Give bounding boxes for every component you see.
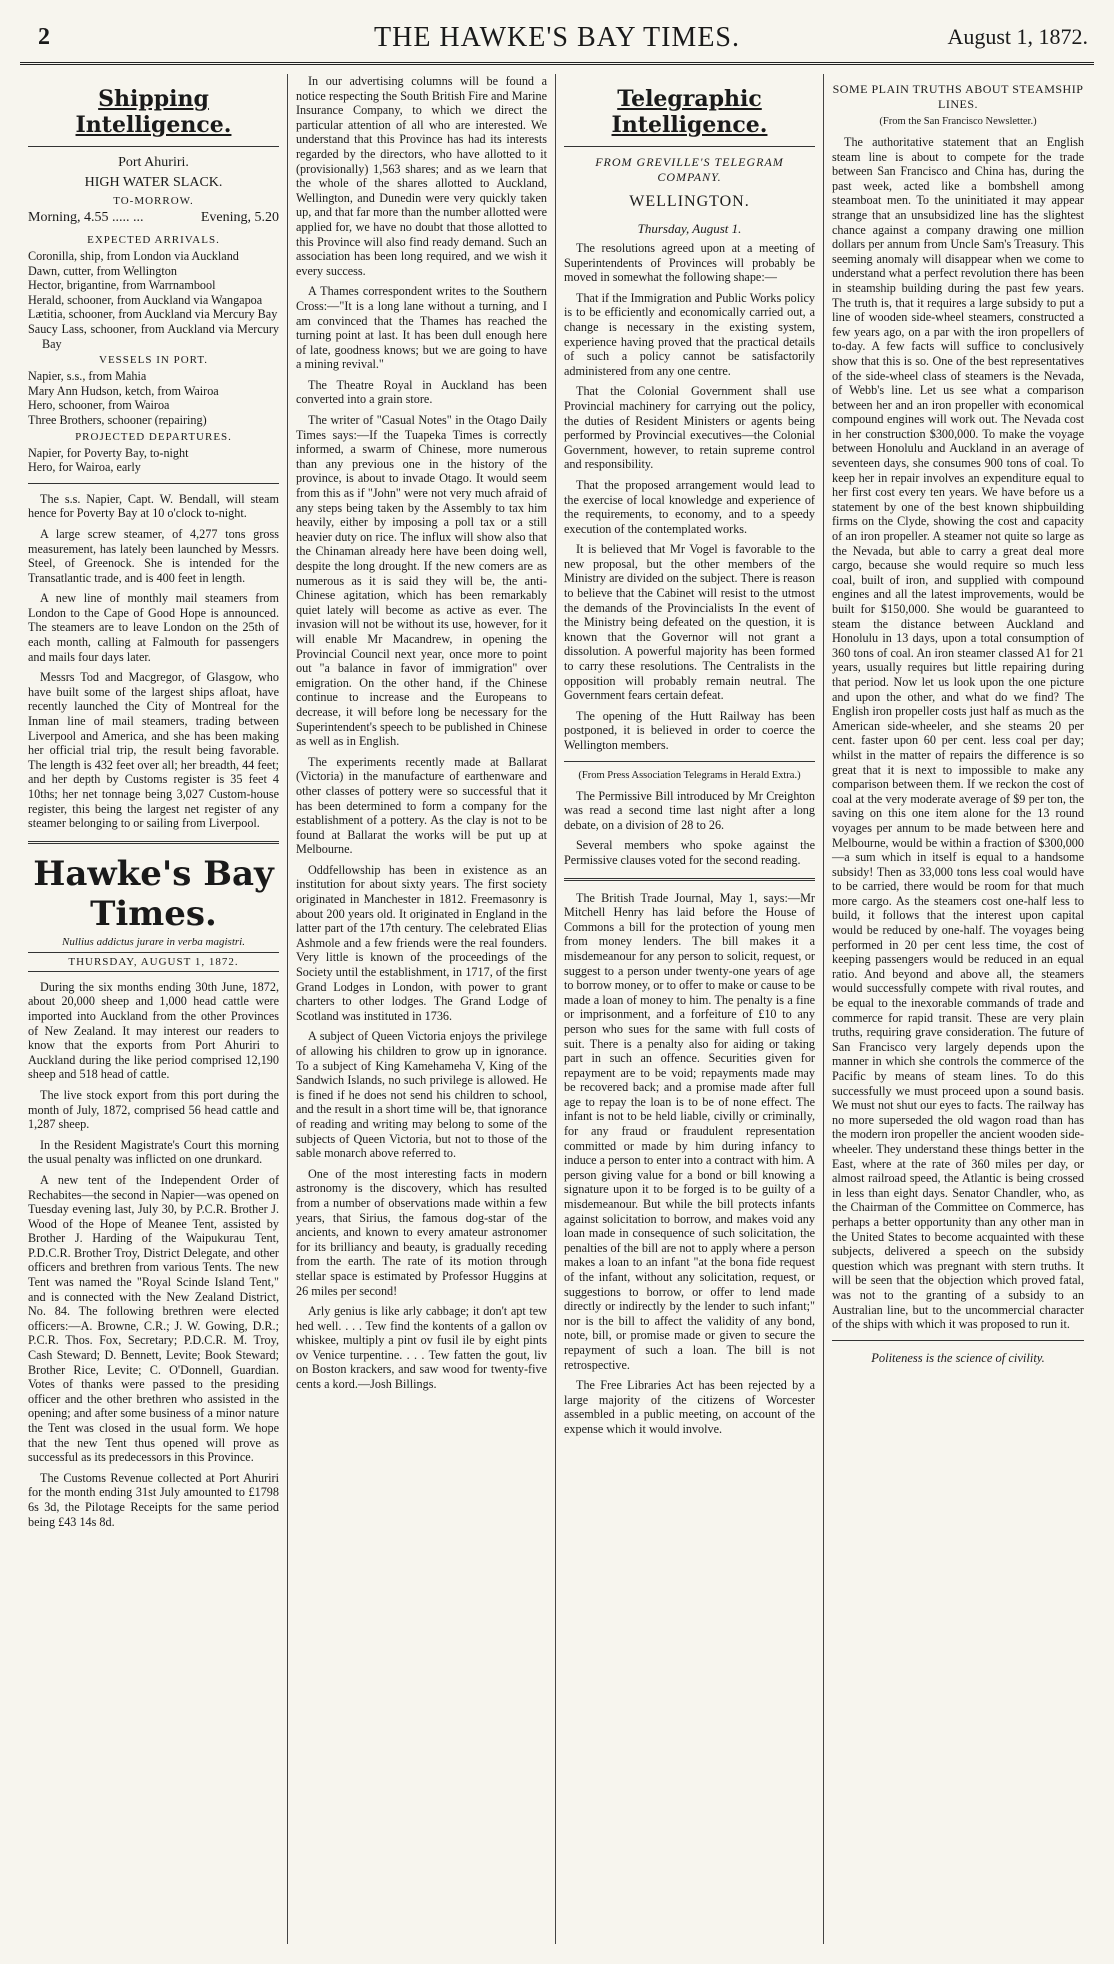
issue-date: August 1, 1872. [947, 24, 1088, 49]
article-paragraph: A new tent of the Independent Order of Rechabites—the second in Napier—was opened on Tuesday evening last, July 30, by P.C.R. Brother J. Wood of the Hope of Meanee Tent, assisted by Brother J. Harding of the Waipukurau Tent, P.D.C.R. Brother Troy, District Delegate, and other officers and brethren from various Tents. The new Tent was named the "Royal Scinde Island Tent," and is connected with the New Zealand District, No. 84. The following brethren were elected officers:—A. Browne, C.R.; J. W. Gowing, D.R.; P.C.R. Thos. Fox, Secretary; P.D.C.R. M. Troy, Cash Steward; D. Bennett, Levite; Book Steward; Brother Rice, Levite; C. O'Donnell, Guardian. Votes of thanks were passed to the presiding officer and the other brethren who assisted in the opening; and after some business of a minor nature the Tent was closed in the usual form. We hope that the new Tent thus opened will prove as successful as its predecessors in this Province. [28, 1172, 279, 1465]
list-item: Herald, schooner, from Auckland via Wangapoa [28, 292, 263, 307]
article-paragraph: A subject of Queen Victoria enjoys the privilege of allowing his children to grow up in ignorance. To a subject of King Kamehameha V, King of the Sandwich Islands, no such privilege is allowed. He is fined if he does not send his children to school, and the result in a short time will be, that ignorance of reading and writing may belong to some of the subjects of Queen Victoria, but not to those of the sable monarch above referred to. [296, 1029, 547, 1161]
article-paragraph: A large screw steamer, of 4,277 tons gross measurement, has lately been launched by Messrs. Steel, of Greenock. She is intended for the Transatlantic trade, and is 400 feet in length. [28, 526, 279, 585]
list-item: Coronilla, ship, from London via Auckland [28, 249, 239, 263]
article-paragraph: The experiments recently made at Ballarat (Victoria) in the manufacture of earthenware and other classes of pottery were so successful that it has been determined to form a company for the establishment of a pottery. As the clay is not to be found at Ballarat the works will be put up at Melbourne. [296, 754, 547, 857]
port-name: Port Ahuriri. [118, 155, 189, 170]
article-paragraph: The British Trade Journal, May 1, says:—Mr Mitchell Henry has laid before the House of Commons a bill for the protection of young men from money lenders. The bill makes it a misdemeanour for any person to solicit, request, or suggest to a person under twenty-one years of age to borrow money, or to offer to make or cause to be made a loan of money to him. The penalty is a fine or imprisonment, and a forfeiture of £10 to any person who sues for the same with full costs of suit. There is a penalty also for aiding or taking part in such an offence. Securities given for repayment are to be void; repayments made may be recovered back; and a promise made after full age to repay the loan is to be of none effect. The infant is not to be held liable, civilly or criminally, for any fraud or fraudulent representation committed or made by him during infancy to induce a person to enter into a contract with him. A person giving value for a bond or bill knowing a signature upon it to be forged is to be guilty of a misdemeanour. But while the bill protects infants against solicitation to borrow, and makes void any loan made in consequence of such solicitation, the penalties of the bill are not to apply where a person makes a loan to an infant "at the bona fide request of the infant, without any solicitation, request, or suggestions to borrow, or offer to lend made directly or indirectly by the lender to such infant;" nor is the bill to affect the validity of any bond, note, bill, or promise made or given to secure the repayment of such a loan. The bill is not retrospective. [564, 890, 815, 1372]
article-paragraph: The Theatre Royal in Auckland has been converted into a grain store. [296, 377, 547, 407]
article-paragraph: The resolutions agreed upon at a meeting of Superintendents of Provinces will probably be moved in somewhat the following shape:— [564, 241, 815, 285]
list-item: Three Brothers, schooner (repairing) [28, 412, 207, 427]
article-paragraph: The Free Libraries Act has been rejected by a large majority of the citizens of Worcester assembled in a public meeting, on account of the expense which it would involve. [564, 1378, 815, 1436]
list-item: Hero, for Wairoa, early [28, 460, 141, 475]
columns [20, 74, 1094, 1944]
list-item: Saucy Lass, schooner, from Auckland via Mercury Bay [28, 321, 279, 351]
divider [28, 841, 279, 844]
steamship-source: (From the San Francisco Newsletter.) [879, 116, 1037, 127]
article-paragraph: A Thames correspondent writes to the Southern Cross:—"It is a long lane without a turning, and I am convinced that the Thames has reached the turning point at last. It has been dull enough here of late, goodness knows; but we are going to have a mining revival." [296, 284, 547, 372]
article-paragraph: That the proposed arrangement would lead to the exercise of local knowledge and experience of the requirements, to economy, and to a speedy execution of the contemplated works. [564, 477, 815, 536]
masthead [20, 10, 1094, 65]
newspaper-page [20, 10, 1094, 1944]
telegraphic-heading: Telegraphic Intelligence. [611, 86, 768, 138]
article-paragraph: The authoritative statement that an English steam line is about to compete for the trade between San Francisco and China has, during the past week, acted like a bombshell among steamboat men. To the uninitiated it may appear strange that an unsubsidized line has the slightest chance against a company drawing one million dollars per annum from Uncle Sam's Treasury. This seeming anomaly will disappear when we come to understand what a perfect revolution there has been in steamship building during the past few years. The truth is, that it requires a large subsidy to put a line of wooden side-wheel steamers, constructed a few years ago, on a par with the iron propellers of to-day. A few facts will suffice to conclusively show that this is so. One of the best representatives of the side-wheel class of steamers is the Nevada, of Webb's line. Let us see what a comparison between her and an iron propeller with economical compound engines will work out. The Nevada cost in her construction $300,000. To make the voyage between Honolulu and Auckland in an average of seventeen days, she consumes 900 tons of coal. To keep her in repair involves an expenditure equal to her first cost every ten years. We have before us a statement by one of the best known shipbuilding firms on the Clyde, showing the cost and capacity of an iron propeller. A steamer not quite so large as the Nevada, but able to carry a great deal more cargo, because she would require so much less coal, built of iron, and supplied with compound engines and all the latest improvements, would be built for $150,000. She would be guaranteed to steam the distance between Auckland and Honolulu in 13 days, upon a total consumption of 360 tons of coal. An iron steamer classed A1 for 21 years, usually requires but little repairing during that period. Now let us look upon the one picture and upon the other, and what do we find? The English iron propeller costs just half as much as the American side-wheeler, and she steams 20 per cent. faster upon 60 per cent. less coal per day; whilst in the matter of repairs the difference is so great that it is next to impossible to make any comparison between them. If we reckon the cost of coal at the very moderate average of $9 per ton, the saving on this one item alone for the 13 round voyages per annum to be made between here and Melbourne, would be within a fraction of $300,000—a sum which in itself is equal to a handsome subsidy! Then as 33,000 tons less coal would have to be carried, there would be room for that much more cargo. As the steamers cost one-half less to build, it follows that the interest upon capital would be reduced by one-half. The voyages being performed in 20 per cent less time, the cost of keeping passengers would be reduced in an equal ratio. And beyond and above all, the steamers would successfully compete with rival routes, and be equal to the inexorable commands of trade and commerce for rapid transit. These are very plain truths, requiring grave consideration. The future of San Francisco very largely depends upon the manner in which she controls the commerce of the Pacific by means of steam lines. To do this successfully we must proceed upon a sound basis. We must not shut our eyes to facts. The railway has no more superseded the old wagon road than has the modern iron propeller the ancient wooden side-wheeler. They understand these things better in the East, where at the rate of 360 miles per day, or almost railroad speed, the Atlantic is being crossed in less than eight days. Senator Chandler, who, as the Chairman of the Committee on Commerce, has perhaps a better opportunity than any other man in the United States to become acquainted with these subjects, delivered a speech on the subsidy question which was pregnant with stern truths. It will be seen that the objection which proved fatal, was not to the granting of a subsidy to an Australian line, but to the uncommercial character of the ships with which it was proposed to run it. [832, 135, 1084, 1332]
motto: Nullius addictus jurare in verba magistri. [62, 935, 245, 948]
divider [564, 146, 815, 147]
article-paragraph: In the Resident Magistrate's Court this morning the usual penalty was inflicted on one drunkard. [28, 1137, 279, 1167]
column-4 [824, 74, 1092, 1944]
article-paragraph: Several members who spoke against the Permissive clauses voted for the second reading. [564, 838, 815, 867]
list-item: Napier, s.s., from Mahia [28, 369, 147, 384]
divider [28, 483, 279, 484]
steamship-heading: SOME PLAIN TRUTHS ABOUT STEAMSHIP LINES. [832, 82, 1084, 111]
divider [832, 1340, 1084, 1341]
in-port-list [28, 369, 279, 427]
closing-line: Politeness is the science of civility. [871, 1350, 1045, 1365]
article-paragraph: The writer of "Casual Notes" in the Otago Daily Times says:—If the Tuapeka Times is correctly informed, a swarm of Chinese, more numerous than any previous one in the history of the province, is about to invade Otago. It would seem from this as if "John" were not very much afraid of any steps being taken by the Assembly to tax him heavily, either by imposing a poll tax or a still heavier duty on rice. The influx will show also that the Chinaman already here have been doing well, despite the long drought. If the new comers are as numerous as it is said they will be, the anti-Chinese agitation, which has been remarkably quiet lately will become as active as ever. The invasion will not be without its use, however, for it will enable Mr Macandrew, in opening the Provincial Council next year, once more to point out "a balance in favor of immigration" over emigration. On the other hand, if the Chinese continue to increase and the Europeans to decrease, it will before long be necessary for the Superintendent's speech to be published in Chinese as well as in English. [296, 413, 547, 749]
article-paragraph: The opening of the Hutt Railway has been postponed, it is believed in order to coerce the Wellington members. [564, 708, 815, 752]
divider [564, 878, 815, 881]
list-item: Mary Ann Hudson, ketch, from Wairoa [28, 383, 219, 398]
article-paragraph: That the Colonial Government shall use Provincial machinery for carrying out the policy, the duties of Resident Ministers or agents being performed by Provincial executives—the Colonial Government, however, to retain supreme control and responsibility. [564, 384, 815, 472]
press-note: (From Press Association Telegrams in Herald Extra.) [578, 769, 801, 781]
column-2 [288, 74, 556, 1944]
telegram-source: FROM GREVILLE'S TELEGRAM COMPANY. [595, 155, 784, 184]
editorial-dateline: THURSDAY, AUGUST 1, 1872. [28, 952, 279, 972]
article-paragraph: The Permissive Bill introduced by Mr Creighton was read a second time last night after a long debate, on a division of 28 to 26. [564, 788, 815, 832]
article-paragraph: The live stock export from this port during the month of July, 1872, comprised 56 head cattle and 1,287 sheep. [28, 1087, 279, 1132]
article-paragraph: One of the most interesting facts in modern astronomy is the discovery, which has resulted from a number of observations made within a few years, that Sirius, the famous dog-star of the ancients, and known to every amateur astronomer for its brilliancy and beauty, is gradually receding from the earth. The rate of its motion through stellar space is estimated by Professor Huggins at 26 miles per second! [296, 1166, 547, 1298]
telegram-dateline: Thursday, August 1. [637, 221, 742, 236]
expected-list [28, 249, 279, 351]
article-paragraph: In our advertising columns will be found a notice respecting the South British Fire and Marine Insurance Company, to which we direct the particular attention of all who are interested. We understand that this Province has had its interests regarded by the directors, who have allotted to it (provisionally) 1,563 shares; and as we learn that the whole of the shares allotted to Auckland, Wellington, and Dunedin were very quickly taken up, and that far more than the number allotted were applied for, we have no doubt that those allotted to this Province will also find ready demand. Such an association has been long required, and we wish it every success. [296, 74, 547, 278]
departures-list [28, 446, 279, 475]
city-heading: WELLINGTON. [629, 193, 750, 210]
in-port-heading: VESSELS IN PORT. [99, 354, 208, 367]
departures-heading: PROJECTED DEPARTURES. [75, 430, 232, 443]
editorial-banner: Hawke's Bay Times. [33, 853, 274, 934]
article-paragraph: Oddfellowship has been in existence as an institution for about sixty years. The first society originated in Manchester in 1812. Freemasonry is about 200 years old. It originated in England in the latter part of the 17th century. The celebrated Elias Ashmole and a few friends were the real founders. Very little is known of the proceedings of the Society until the establishment, in 1717, of the first Grand Lodges in London, with power to grant charters to other lodges. The Grand Lodge of Scotland was instituted in 1736. [296, 862, 547, 1023]
column-1 [20, 74, 288, 1944]
article-paragraph: It is believed that Mr Vogel is favorable to the new proposal, but the other members of the Ministry are divided on the subject. There is reason to believe that the Cabinet will resist to the utmost the demands of the Provincialists In the event of the Ministry being defeated on the question, it is known that the Governor will not grant a dissolution. A powerful majority has been formed to carry these resolutions. The Centralists in the opposition will probably remain neutral. The Government fears certain defeat. [564, 542, 815, 703]
divider [28, 146, 279, 147]
article-paragraph: That if the Immigration and Public Works policy is to be efficiently and economically carried out, a change is necessary in the existing system, experience having proved that the practical details of such a policy cannot be satisfactorily administered from any one centre. [564, 290, 815, 378]
newspaper-title: THE HAWKE'S BAY TIMES. [374, 22, 740, 53]
article-paragraph: A new line of monthly mail steamers from London to the Cape of Good Hope is announced. The steamers are to leave London on the 25th of each month, calling at Falmouth for passengers and mails four days later. [28, 591, 279, 664]
tomorrow-label: TO-MORROW. [113, 195, 194, 207]
divider [564, 761, 815, 762]
tide-times [28, 210, 279, 226]
list-item: Hector, brigantine, from Warrnambool [28, 278, 216, 293]
high-water-heading: HIGH WATER SLACK. [84, 175, 223, 190]
article-paragraph: The Customs Revenue collected at Port Ahuriri for the month ending 31st July amounted to £1798 6s 3d, the Pilotage Receipts for the same period being £43 14s 8d. [28, 1470, 279, 1529]
page-number: 2 [38, 24, 50, 50]
article-paragraph: Arly genius is like arly cabbage; it don't apt tew hed well. . . . Tew find the kontents of a gallon ov whiskee, multiply a pint ov fusil ile by eight pints ov Venice turpentine. . . . Tew fatten the gout, liv on Boston krackers, and saw wood for twenty-five cents a kord.—Josh Billings. [296, 1304, 547, 1392]
evening-tide: Evening, 5.20 [200, 210, 279, 225]
list-item: Dawn, cutter, from Wellington [28, 263, 177, 278]
list-item: Lætitia, schooner, from Auckland via Mercury Bay [28, 307, 278, 322]
list-item: Hero, schooner, from Wairoa [28, 398, 170, 413]
article-paragraph: The s.s. Napier, Capt. W. Bendall, will steam hence for Poverty Bay at 10 o'clock to-night. [28, 491, 279, 521]
list-item: Napier, for Poverty Bay, to-night [28, 445, 189, 460]
morning-tide: Morning, 4.55 ..... ... [28, 210, 144, 225]
article-paragraph: Messrs Tod and Macgregor, of Glasgow, who have built some of the largest ships afloat, have recently launched the City of Montreal for the Inman line of mail steamers, trading between Liverpool and America, and she has been making her official trial trip, the result being favorable. The length is 432 feet over all; her breadth, 44 feet; and her depth by Customs register is 35 feet 4 10ths; her net tonnage being 3,027 Custom-house register, this being the largest net register of any steamer belonging to or sailing from Liverpool. [28, 670, 279, 831]
shipping-heading: Shipping Intelligence. [75, 86, 232, 138]
column-3 [556, 74, 824, 1944]
article-paragraph: During the six months ending 30th June, 1872, about 20,000 sheep and 1,000 head cattle were imported into Auckland from the other Provinces of New Zealand. It may interest our readers to know that the exports from Port Ahuriri to Auckland during the like period comprised 12,190 sheep and 518 head of cattle. [28, 979, 279, 1082]
expected-heading: EXPECTED ARRIVALS. [87, 234, 220, 246]
